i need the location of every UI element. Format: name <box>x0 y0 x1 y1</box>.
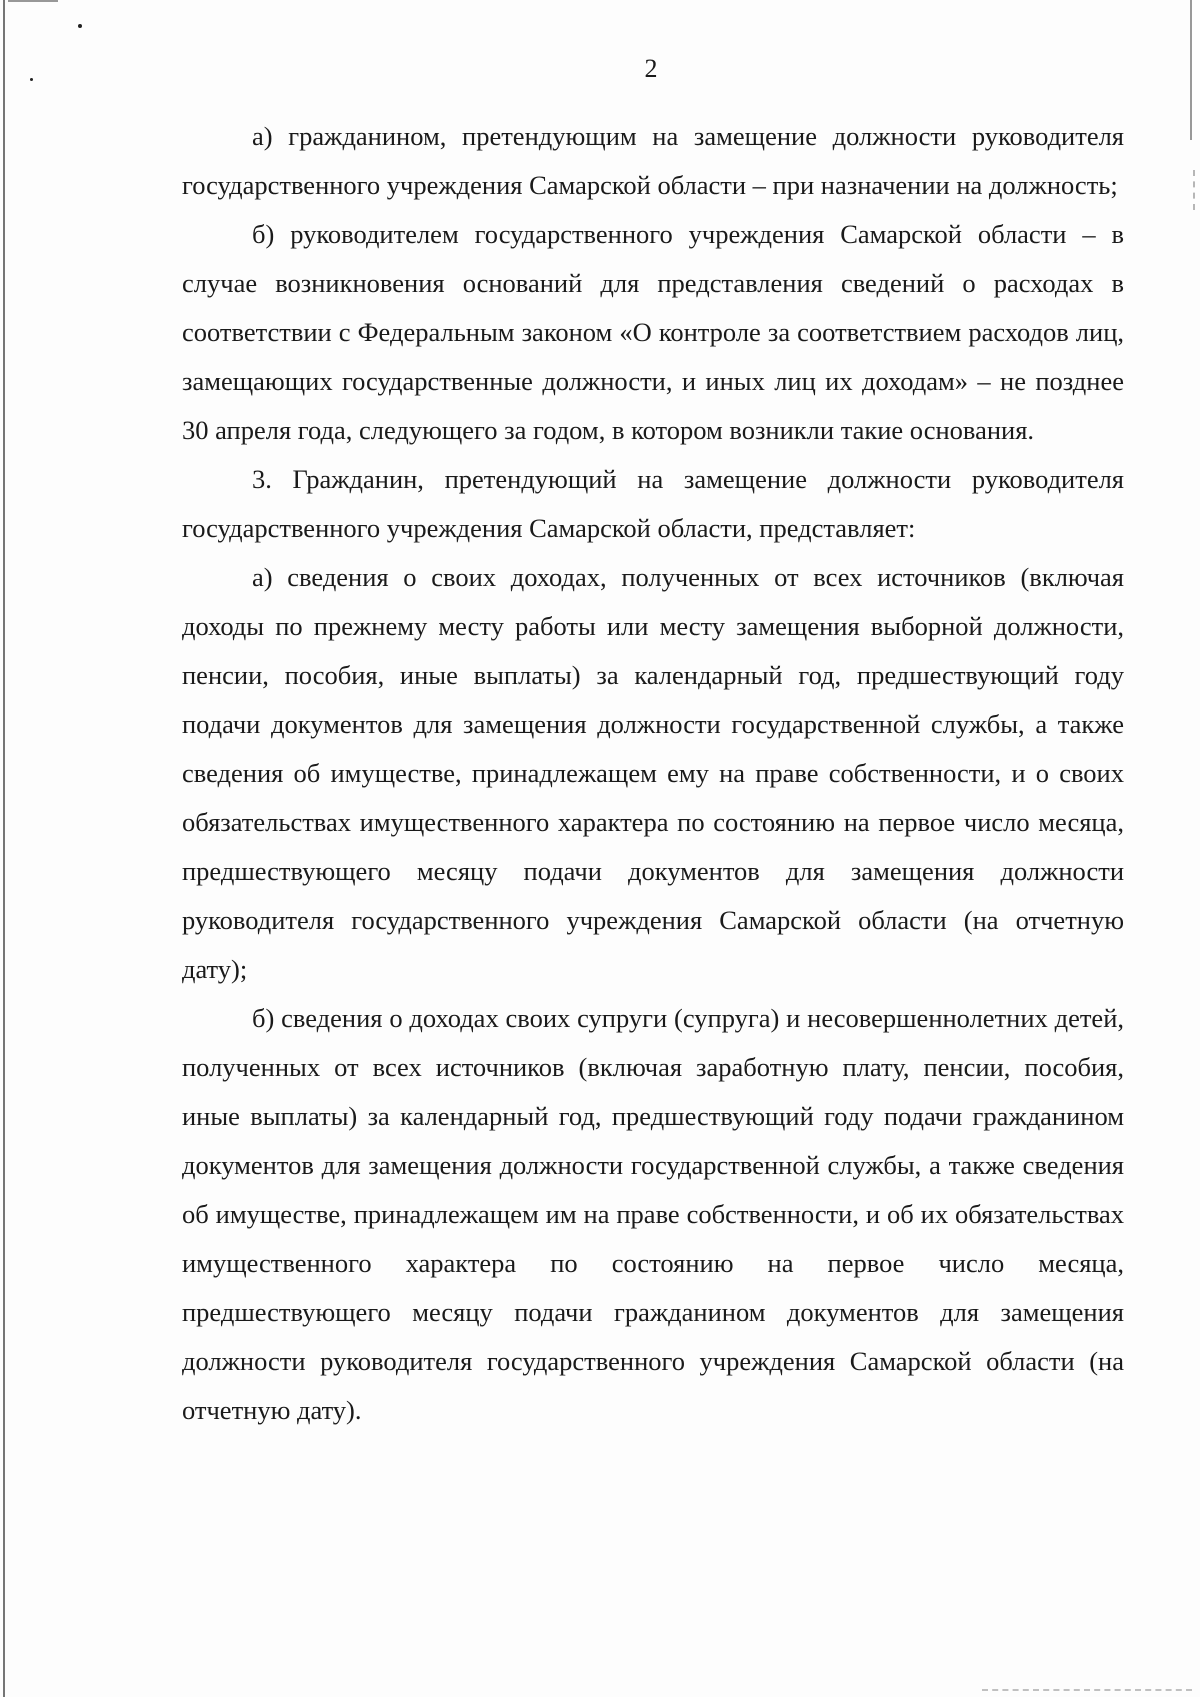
document-body <box>182 112 1124 1435</box>
paragraph: б) сведения о доходах своих супруги (супруга) и несовершеннолетних детей, полученных от всех источников (включая заработную плату, пенсии, пособия, иные выплаты) за календарный год, предшествующий году подачи гражданином документов для замещения должности государственной службы, а также сведения об имуществе, принадлежащем им на праве собственности, и об их обязательствах имущественного характера по состоянию на первое число месяца, предшествующего месяцу подачи гражданином документов для замещения должности руководителя государственного учреждения Самарской области (на отчетную дату). <box>182 1003 1124 1425</box>
paragraph: а) сведения о своих доходах, полученных от всех источников (включая доходы по прежнему месту работы или месту замещения выборной должности, пенсии, пособия, иные выплаты) за календарный год, предшествующий году подачи документов для замещения должности государственной службы, а также сведения об имуществе, принадлежащем ему на праве собственности, и о своих обязательствах имущественного характера по состоянию на первое число месяца, предшествующего месяцу подачи документов для замещения должности руководителя государственного учреждения Самарской области (на отчетную дату); <box>182 562 1124 984</box>
page-number: 2 <box>644 54 658 83</box>
paragraph: 3. Гражданин, претендующий на замещение должности руководителя государственного учреждения Самарской области, представляет: <box>182 464 1124 543</box>
scan-edge-left <box>3 0 5 1697</box>
paragraph: б) руководителем государственного учреждения Самарской области – в случае возникновения оснований для представления сведений о расходах в соответствии с Федеральным законом «О контроле за соответствием расходов лиц, замещающих государственные должности, и иных лиц их доходам» – не позднее 30 апреля года, следующего за годом, в котором возникли такие основания. <box>182 219 1124 445</box>
scan-edge-top <box>8 0 58 2</box>
scan-edge-right-dash <box>1193 170 1197 210</box>
scan-speck <box>78 24 82 28</box>
paragraph: а) гражданином, претендующим на замещение должности руководителя государственного учреждения Самарской области – при назначении на должность; <box>182 121 1124 200</box>
scan-edge-bottom <box>982 1689 1192 1691</box>
